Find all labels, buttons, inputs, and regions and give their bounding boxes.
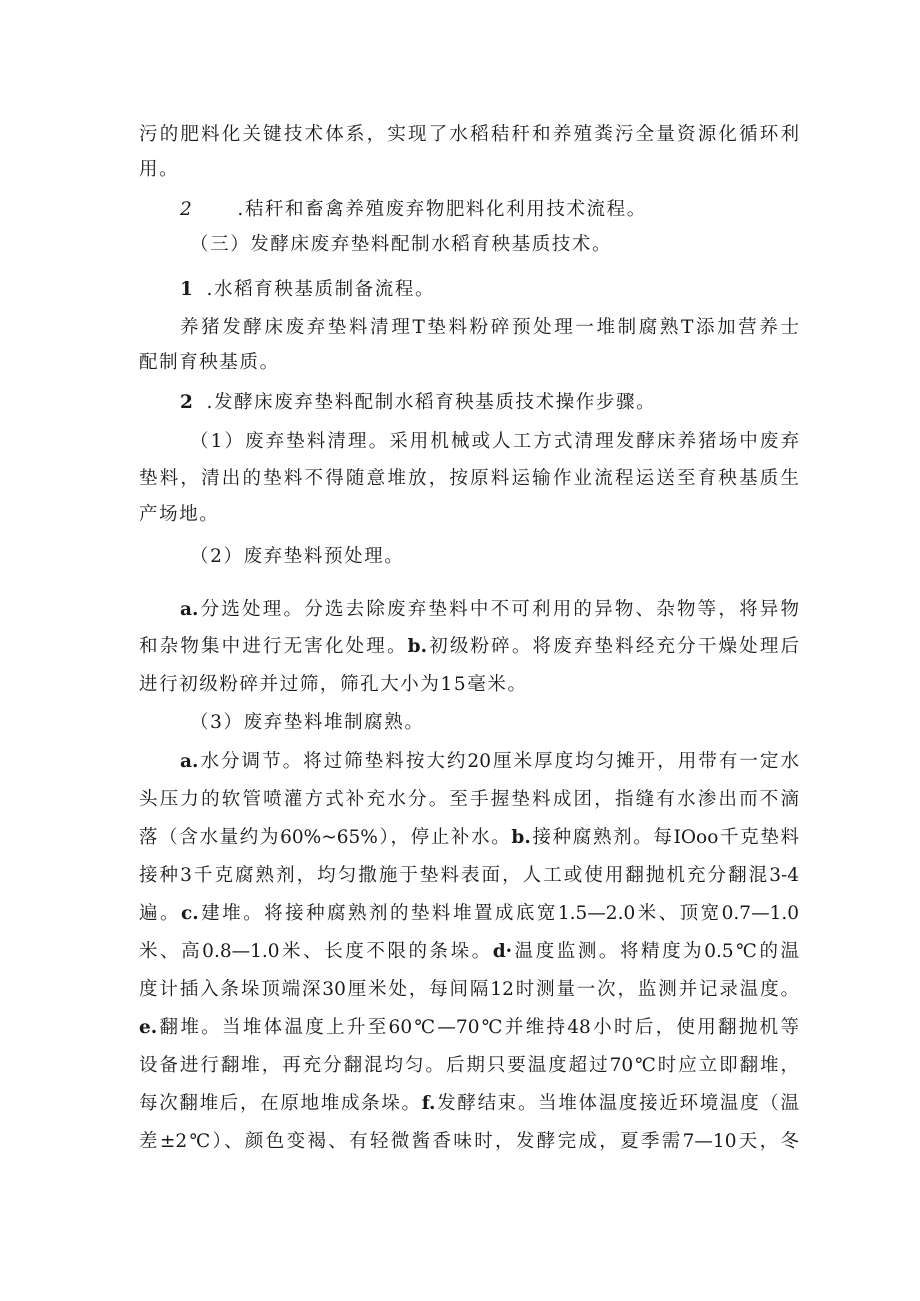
- text-line: 接种3千克腐熟剂，均匀撒施于垫料表面，人工或使用翻抛机充分翻混3-4: [139, 865, 799, 886]
- text-line: 差±2℃）、颜色变褐、有轻微酱香味时，发酵完成，夏季需7—10天，冬: [139, 1131, 799, 1152]
- text-line: （3）废弃垫料堆制腐熟。: [190, 712, 425, 733]
- item-marker: b.: [407, 636, 428, 657]
- item-marker: a.: [180, 751, 199, 772]
- text-line: [180, 750, 799, 774]
- text-line: [139, 902, 799, 926]
- text-line: 养猪发酵床废弃垫料清理T垫料粉碎预处理一堆制腐熟T添加营养士: [180, 317, 799, 338]
- text-line: 污的肥料化关键技术体系，实现了水稻秸秆和养殖粪污全量资源化循环利: [139, 124, 799, 145]
- text-line: [139, 635, 799, 659]
- item-text: 发酵结束。当堆体温度接近环境温度（温: [435, 1093, 799, 1114]
- list-heading-text: .水稻育秧基质制备流程。: [206, 279, 436, 300]
- list-heading: [180, 391, 799, 415]
- text-line: [139, 940, 799, 964]
- text-line: 垫料，清出的垫料不得随意堆放，按原料运输作业流程运送至育秧基质生: [139, 468, 799, 489]
- list-heading-text: .秸秆和畜禽养殖废弃物肥料化利用技术流程。: [237, 199, 647, 220]
- item-marker: b.: [511, 827, 531, 848]
- item-text: 分选处理。分选去除废弃垫料中不可利用的异物、杂物等，将异物: [198, 599, 799, 620]
- text-line: 度计插入条垛顶端深30厘米处，每间隔12时测量一次，监测并记录温度。: [139, 979, 799, 1000]
- item-text: 建堆。将接种腐熟剂的垫料堆置成底宽1.5—2.0米、顶宽0.7—1.0: [198, 903, 799, 924]
- text-line: 设备进行翻堆，再充分翻混均匀。后期只要温度超过70℃时应立即翻堆，: [139, 1055, 799, 1076]
- text-line: （2）废弃垫料预处理。: [190, 546, 405, 567]
- list-number: 2: [180, 392, 195, 413]
- list-number: 1: [180, 279, 195, 300]
- item-text: 和杂物集中进行无害化处理。: [139, 636, 408, 657]
- text-line: 产场地。: [139, 504, 220, 525]
- item-text: 翻堆。当堆体温度上升至60℃—70℃并维持48小时后，使用翻抛机等: [157, 1017, 799, 1038]
- item-text: 米、高0.8—1.0米、长度不限的条垛。: [139, 941, 493, 962]
- item-text: 落（含水量约为60%~65%），停止补水。: [139, 827, 512, 848]
- list-heading: [180, 278, 799, 302]
- item-marker: e.: [139, 1017, 158, 1038]
- item-text: 每次翻堆后，在原地堆成条垛。: [139, 1093, 422, 1114]
- item-text: 接种腐熟剂。每IOoo千克垫料: [530, 827, 799, 848]
- item-marker: c.: [180, 903, 199, 924]
- item-marker: d·: [492, 941, 513, 962]
- text-line: （1）废弃垫料清理。采用机械或人工方式清理发酵床养猪场中废弃: [190, 431, 799, 452]
- section-heading: （三）发酵床废弃垫料配制水稻育秧基质技术。: [190, 234, 613, 255]
- text-line: 用。: [139, 159, 180, 180]
- text-line: 配制育秧基质。: [139, 352, 280, 373]
- text-line: 进行初级粉碎并过筛，筛孔大小为15毫米。: [139, 674, 528, 695]
- item-text: 初级粉碎。将废弃垫料经充分干燥处理后: [427, 636, 799, 657]
- item-text: 遍。: [139, 903, 181, 924]
- text-line: 头压力的软管喷灌方式补充水分。至手握垫料成团，指缝有水渗出而不滴: [139, 789, 799, 810]
- item-text: 温度监测。将精度为0.5℃的温: [512, 941, 799, 962]
- list-number: 2: [180, 199, 194, 220]
- text-line: [139, 826, 799, 850]
- item-marker: a.: [180, 599, 199, 620]
- text-line: [139, 1016, 799, 1040]
- text-line: [139, 1092, 799, 1116]
- item-text: 水分调节。将过筛垫料按大约20厘米厚度均匀摊开，用带有一定水: [198, 751, 799, 772]
- text-line: [180, 598, 799, 622]
- list-heading: [180, 198, 799, 222]
- item-marker: f.: [421, 1093, 436, 1114]
- list-heading-text: .发酵床废弃垫料配制水稻育秧基质技术操作步骤。: [206, 392, 657, 413]
